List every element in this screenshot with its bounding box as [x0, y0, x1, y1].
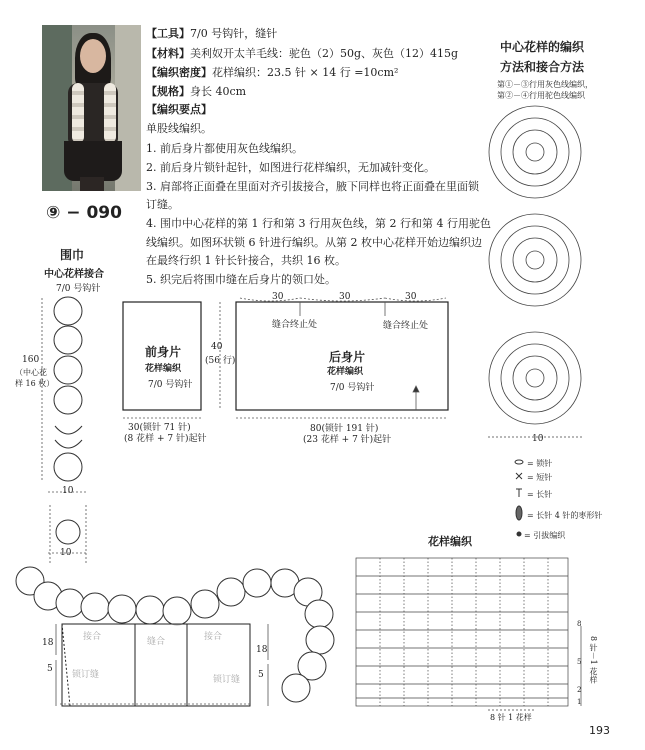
size-line: 【规格】身长 40cm [146, 85, 247, 98]
row-label-8: 8 [577, 620, 582, 628]
assembly-panels [62, 624, 250, 706]
stitch-chart-right-label: 8 针－1 花样 [589, 636, 598, 684]
scarf-length: 160 [22, 355, 40, 365]
scarf-hook: 7/0 号钩针 [56, 284, 101, 294]
legend-chain: = 锁针 [527, 459, 553, 468]
instruction-1: 1. 前后身片都使用灰色线编织。 [146, 142, 303, 155]
page-number: 193 [589, 724, 610, 737]
motif-flower-3 [489, 332, 581, 424]
points-heading: 【编织要点】 [146, 103, 212, 116]
scarf-title: 围巾 [60, 248, 85, 262]
back-width: 80(锁针 191 针) [310, 424, 379, 434]
instruction-3: 3. 肩部将正面叠在里面对齐引拔接合，腋下同样也将正面叠在里面锁 [146, 180, 479, 193]
scarf-motif-column [54, 297, 82, 544]
back-width-sub: (23 花样 + 7 针)起针 [303, 435, 392, 445]
tools-line: 【工具】7/0 号钩针，缝针 [146, 27, 278, 40]
front-title: 前身片 [145, 345, 182, 359]
motif-flower-1 [489, 106, 581, 198]
back-dimensions [236, 298, 448, 418]
legend-bobble: = 长针 4 针的枣形针 [527, 511, 603, 520]
instruction-8: 5. 织完后将围巾缝在后身片的领口处。 [146, 273, 336, 286]
back-hook: 7/0 号钩针 [330, 383, 375, 393]
back-seam-right: 缝合终止处 [383, 321, 429, 331]
legend-slip: = 引拔编织 [524, 531, 566, 540]
front-hook: 7/0 号钩针 [148, 380, 193, 390]
back-seam-left: 缝合终止处 [272, 320, 318, 330]
materials-line: 【材料】美利奴开太羊毛线：驼色（2）50g、灰色（12）415g [146, 47, 459, 60]
instruction-0: 单股线编织。 [146, 122, 212, 135]
stitch-chart [356, 558, 581, 710]
back-top-2: 30 [339, 292, 351, 302]
assembly-h-left: 18 [42, 638, 54, 648]
instruction-6: 线编织。如图环状锁 6 针进行编织。从第 2 枚中心花样开始边编织边 [146, 236, 482, 249]
assembly-s-right: 5 [258, 670, 264, 680]
motif-note-2: 第②－④行用驼色线编织 [497, 91, 585, 100]
back-top-3: 30 [405, 292, 417, 302]
instruction-4: 订缝。 [146, 198, 179, 211]
motif-note-1: 第①－③行用灰色线编织， [497, 80, 593, 89]
stitch-chart-title: 花样编织 [428, 535, 472, 548]
motif-width: 10 [532, 434, 544, 444]
front-pattern: 花样编织 [145, 364, 182, 374]
front-panel [123, 302, 201, 410]
instruction-7: 在最终行织 1 针长针接合，共织 16 枚。 [146, 254, 346, 267]
density-line: 【编织密度】花样编织：23.5 针 × 14 行 =10cm² [146, 66, 399, 79]
motif-flowers [488, 106, 583, 437]
stitch-chart-bottom-label: 8 针 1 花样 [490, 713, 532, 722]
front-height: 40 [211, 342, 223, 352]
scarf-width-2: 10 [60, 548, 72, 558]
scarf-sub: 中心花样接合 [44, 269, 104, 280]
scarf-width-1: 10 [62, 486, 74, 496]
assembly-s-left: 5 [47, 664, 53, 674]
back-top-1: 30 [272, 292, 284, 302]
back-pattern: 花样编织 [327, 367, 364, 377]
assembly-h-right: 18 [256, 645, 268, 655]
instruction-2: 2. 前后身片锁针起针，如图进行花样编织，无加减针变化。 [146, 161, 435, 174]
legend-symbols [515, 460, 523, 536]
front-height-sub: (56 行) [205, 356, 236, 366]
row-label-5: 5 [577, 658, 582, 666]
motif-title-1: 中心花样的编织 [500, 40, 585, 54]
scarf-length-sub: （中心花 [15, 368, 47, 377]
scarf-length-sub2: 样 16 枚） [15, 379, 55, 388]
legend-sc: = 短针 [527, 473, 553, 482]
motif-flower-2 [489, 214, 581, 306]
motif-title-2: 方法和接合方法 [500, 60, 585, 74]
pattern-code: ⑨ − 090 [46, 203, 122, 223]
instruction-5: 4. 围巾中心花样的第 1 行和第 3 行用灰色线，第 2 行和第 4 行用驼色 [146, 217, 491, 230]
row-label-1: 1 [577, 698, 582, 706]
back-title: 后身片 [329, 350, 366, 364]
front-width-sub: (8 花样 + 7 针)起针 [124, 434, 207, 444]
front-width: 30(锁针 71 针) [128, 423, 191, 433]
row-label-2: 2 [577, 686, 582, 694]
legend-dc: = 长针 [527, 490, 553, 499]
